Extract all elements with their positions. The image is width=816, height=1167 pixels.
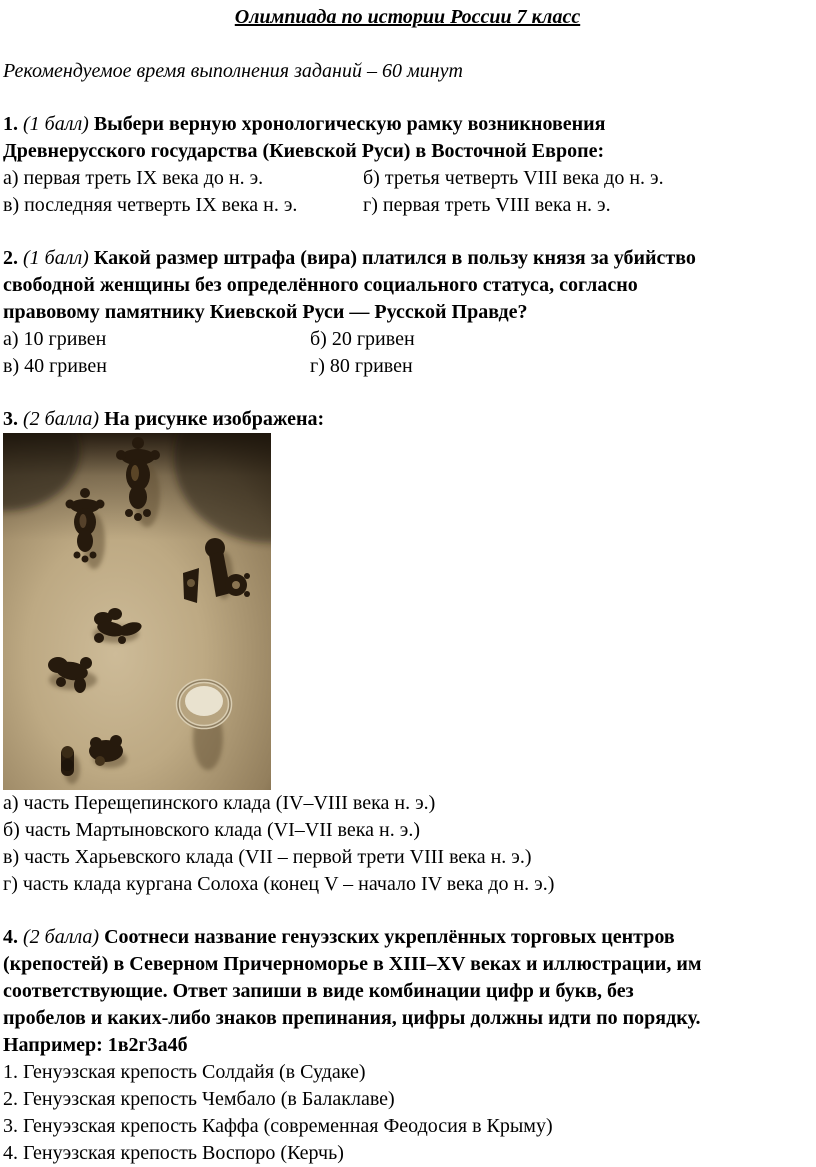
question-1: [3, 111, 812, 219]
question-2-option-g: г) 80 гривен: [310, 355, 413, 377]
question-1-text-line: Выбери верную хронологическую рамку возникновения: [93, 113, 606, 135]
question-2-options-row: [3, 353, 812, 380]
question-2-option-b: б) 20 гривен: [310, 328, 415, 350]
question-2-heading: [3, 245, 812, 326]
question-1-options-row: [3, 165, 812, 192]
page-title: Олимпиада по истории России 7 класс: [234, 6, 581, 28]
question-1-number: 1.: [3, 113, 18, 135]
question-1-options-row: [3, 192, 812, 219]
question-4-text-line: соответствующие. Ответ запиши в виде комбинации цифр и букв, без: [3, 980, 634, 1002]
question-3: [3, 406, 812, 898]
question-3-option-b: б) часть Мартыновского клада (VI–VII века н. э.): [3, 819, 420, 841]
question-3-option-a: а) часть Перещепинского клада (IV–VIII века н. э.): [3, 792, 436, 814]
question-4-number: 4.: [3, 926, 18, 948]
question-1-points: (1 балл): [23, 113, 89, 135]
question-2-option-v: в) 40 гривен: [3, 355, 107, 377]
question-2-text-line: свободной женщины без определённого социального статуса, согласно: [3, 274, 638, 296]
question-4-example: Например: 1в2г3а4б: [3, 1034, 188, 1056]
question-4-text-line: пробелов и каких-либо знаков препинания, цифры должны идти по порядку.: [3, 1007, 701, 1029]
question-4-text-line: (крепостей) в Северном Причерноморье в XIII–XV веках и иллюстрации, им: [3, 953, 702, 975]
question-2-option-a: а) 10 гривен: [3, 328, 107, 350]
question-3-number: 3.: [3, 408, 18, 430]
question-1-option-g: г) первая треть VIII века н. э.: [363, 194, 611, 216]
question-3-option-g: г) часть клада кургана Солоха (конец V – начало IV века до н. э.): [3, 873, 555, 895]
question-2: [3, 245, 812, 380]
question-3-heading: [3, 406, 812, 433]
question-4-item-3: 3. Генуэзская крепость Каффа (современная Феодосия в Крыму): [3, 1115, 553, 1137]
question-4-item-2: 2. Генуэзская крепость Чембало (в Балаклаве): [3, 1088, 395, 1110]
question-3-text-line: На рисунке изображена:: [104, 408, 325, 430]
question-4-heading: [3, 924, 812, 1059]
question-1-option-a: а) первая треть IX века до н. э.: [3, 167, 264, 189]
question-1-text-line: Древнерусского государства (Киевской Руси) в Восточной Европе:: [3, 140, 605, 162]
recommended-time: Рекомендуемое время выполнения заданий – 60 минут: [3, 60, 463, 82]
question-2-points: (1 балл): [23, 247, 89, 269]
artifact-ring: [178, 681, 230, 727]
question-1-option-b: б) третья четверть VIII века до н. э.: [363, 167, 664, 189]
question-1-heading: [3, 111, 812, 165]
question-2-options-row: [3, 326, 812, 353]
question-4-text-line: Соотнеси название генуэзских укреплённых торговых центров: [104, 926, 675, 948]
question-3-option-v: в) часть Харьевского клада (VII – первой трети VIII века н. э.): [3, 846, 532, 868]
artifacts-photo: [3, 433, 271, 790]
question-2-number: 2.: [3, 247, 18, 269]
question-4-points: (2 балла): [23, 926, 100, 948]
question-4-item-4: 4. Генуэзская крепость Воспоро (Керчь): [3, 1142, 344, 1164]
question-1-option-v: в) последняя четверть IX века н. э.: [3, 194, 298, 216]
question-2-text-line: Какой размер штрафа (вира) платился в пользу князя за убийство: [93, 247, 696, 269]
question-4-item-1: 1. Генуэзская крепость Солдайя (в Судаке): [3, 1061, 366, 1083]
question-4: [3, 924, 812, 1167]
question-3-points: (2 балла): [23, 408, 100, 430]
question-2-text-line: правовому памятнику Киевской Руси — Русской Правде?: [3, 301, 528, 323]
